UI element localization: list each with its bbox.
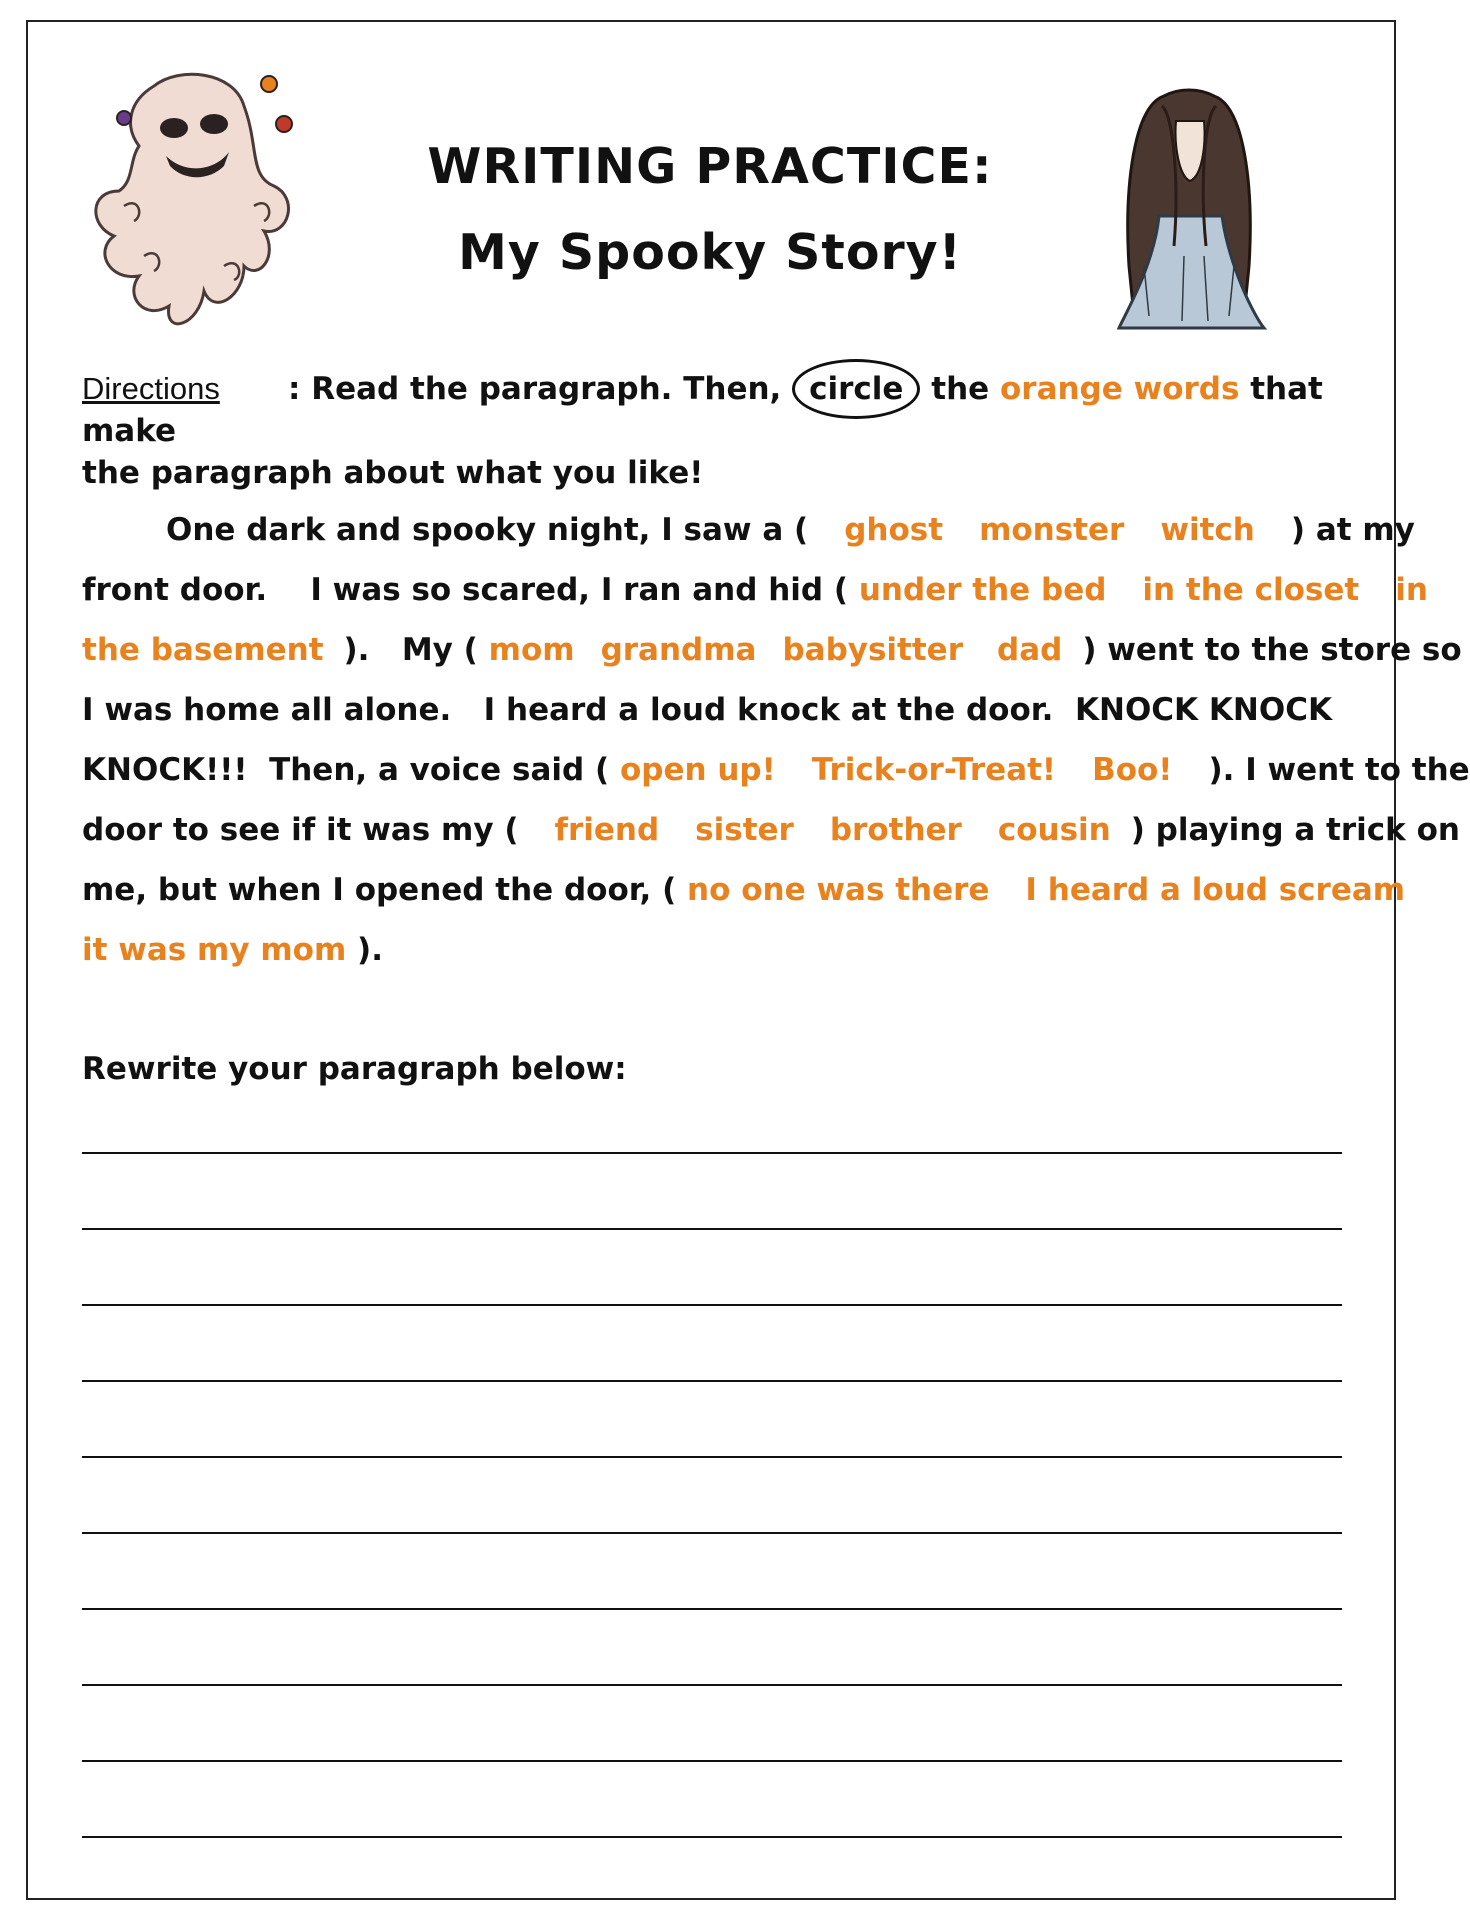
story-text: me, but when I opened the door, ( (82, 872, 677, 908)
writing-line[interactable] (82, 1760, 1342, 1762)
choice-option[interactable]: brother (829, 812, 962, 848)
writing-line[interactable] (82, 1684, 1342, 1686)
choice-option[interactable]: friend (554, 812, 660, 848)
story-line (82, 680, 1352, 740)
choice-option[interactable]: no one was there (687, 872, 990, 908)
writing-line[interactable] (82, 1836, 1342, 1838)
ghost-illustration (84, 66, 310, 340)
girl-illustration (1104, 66, 1272, 338)
story-line (82, 800, 1460, 860)
choice-option[interactable]: Trick-or-Treat! (811, 752, 1057, 788)
story-text: ) playing a trick on (1130, 812, 1460, 848)
story-line (82, 860, 1406, 920)
story-paragraph (82, 500, 1470, 980)
story-text: front door. I was so scared, I ran and hid ( (82, 572, 849, 608)
rewrite-prompt: Rewrite your paragraph below: (82, 1051, 627, 1087)
story-line (82, 740, 1470, 800)
circled-word: circle (792, 359, 920, 419)
choice-option[interactable]: it was my mom (82, 932, 347, 968)
choice-option[interactable]: under the bed (858, 572, 1107, 608)
story-text: ). My ( (343, 632, 478, 668)
writing-line[interactable] (82, 1608, 1342, 1610)
directions-line-2: the paragraph about what you like! (82, 455, 704, 491)
writing-line[interactable] (82, 1228, 1342, 1230)
story-text: One dark and spooky night, I saw a ( (166, 512, 809, 548)
choice-option[interactable]: ghost (844, 512, 944, 548)
directions-text-1: Read the paragraph. Then, (311, 371, 782, 407)
choice-option[interactable]: cousin (997, 812, 1111, 848)
story-line (82, 500, 1415, 560)
choice-option[interactable]: grandma (600, 632, 757, 668)
choice-option[interactable]: Boo! (1092, 752, 1173, 788)
choice-option[interactable]: dad (997, 632, 1063, 668)
story-text: door to see if it was my ( (82, 812, 519, 848)
story-text: I was home all alone. I heard a loud knock at the door. KNOCK KNOCK (82, 692, 1332, 728)
title-line-1: WRITING PRACTICE: (427, 138, 993, 195)
writing-line[interactable] (82, 1532, 1342, 1534)
directions-label: Directions (82, 371, 220, 406)
directions-block (82, 368, 1352, 494)
choice-option[interactable]: the basement (82, 632, 324, 668)
writing-line[interactable] (82, 1304, 1342, 1306)
orange-words-text: orange words (999, 371, 1240, 407)
choice-option[interactable]: in (1395, 572, 1428, 608)
story-line (82, 920, 1352, 980)
choice-option[interactable]: in the closet (1142, 572, 1360, 608)
choice-option[interactable]: monster (979, 512, 1125, 548)
story-text: ). (357, 932, 383, 968)
story-line (82, 560, 1428, 620)
directions-text-2: that make (82, 371, 1323, 449)
choice-option[interactable]: witch (1160, 512, 1255, 548)
directions-text-the: the (931, 371, 990, 407)
choice-option[interactable]: sister (695, 812, 794, 848)
story-text: ) at my (1290, 512, 1415, 548)
story-text: ). I went to the (1208, 752, 1470, 788)
writing-line[interactable] (82, 1152, 1342, 1154)
story-line (82, 620, 1462, 680)
title-line-2: My Spooky Story! (458, 224, 962, 281)
story-text: ) went to the store so (1082, 632, 1462, 668)
choice-option[interactable]: babysitter (782, 632, 963, 668)
choice-option[interactable]: open up! (619, 752, 776, 788)
writing-line[interactable] (82, 1380, 1342, 1382)
story-text: KNOCK!!! Then, a voice said ( (82, 752, 610, 788)
choice-option[interactable]: mom (488, 632, 575, 668)
choice-option[interactable]: I heard a loud scream (1025, 872, 1406, 908)
writing-line[interactable] (82, 1456, 1342, 1458)
directions-colon: : (288, 371, 301, 407)
